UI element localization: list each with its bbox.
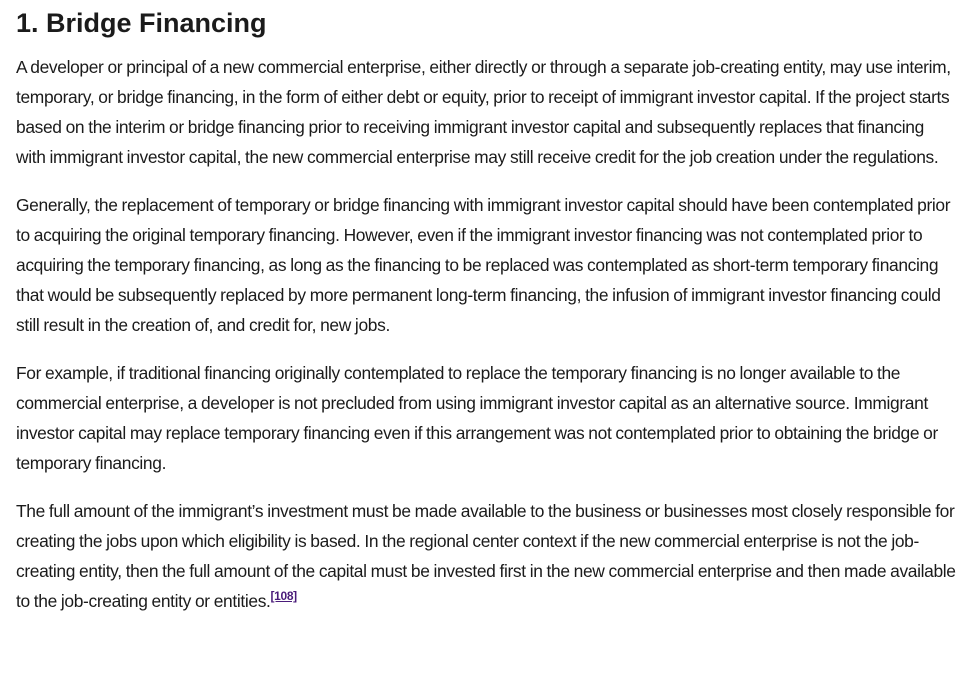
- paragraph-2: Generally, the replacement of temporary or bridge financing with immigrant investor capital should have been contemplated prior to acquiring the original temporary financing. However, even if the immigrant investor financing was not contemplated prior to acquiring the temporary financing, as long as the financing to be replaced was contemplated as short-term temporary financing that would be subsequently replaced by more permanent long-term financing, the infusion of immigrant investor financing could still result in the creation of, and credit for, new jobs.: [16, 195, 951, 335]
- section-heading: 1. Bridge Financing: [16, 8, 267, 38]
- paragraph-4-text: The full amount of the immigrant’s investment must be made available to the business or businesses most closely responsible for creating the jobs upon which eligibility is based. In the regional center context if the new commercial enterprise is not the job-creating entity, then the full amount of the capital must be invested first in the new commercial enterprise and then made available to the job-creating entity or entities.: [16, 501, 956, 611]
- paragraph-3: For example, if traditional financing originally contemplated to replace the temporary financing is no longer available to the commercial enterprise, a developer is not precluded from using immigrant investor capital as an alternative source. Immigrant investor capital may replace temporary financing even if this arrangement was not contemplated prior to obtaining the bridge or temporary financing.: [16, 363, 938, 473]
- footnote-link[interactable]: [108]: [270, 589, 297, 604]
- paragraph-1: A developer or principal of a new commercial enterprise, either directly or through a separate job-creating entity, may use interim, temporary, or bridge financing, in the form of either debt or equity, prior to receipt of immigrant investor capital. If the project starts based on the interim or bridge financing prior to receiving immigrant investor capital and subsequently replaces that financing with immigrant investor capital, the new commercial enterprise may still receive credit for the job creation under the regulations.: [16, 57, 951, 167]
- paragraph-4: [16, 496, 957, 616]
